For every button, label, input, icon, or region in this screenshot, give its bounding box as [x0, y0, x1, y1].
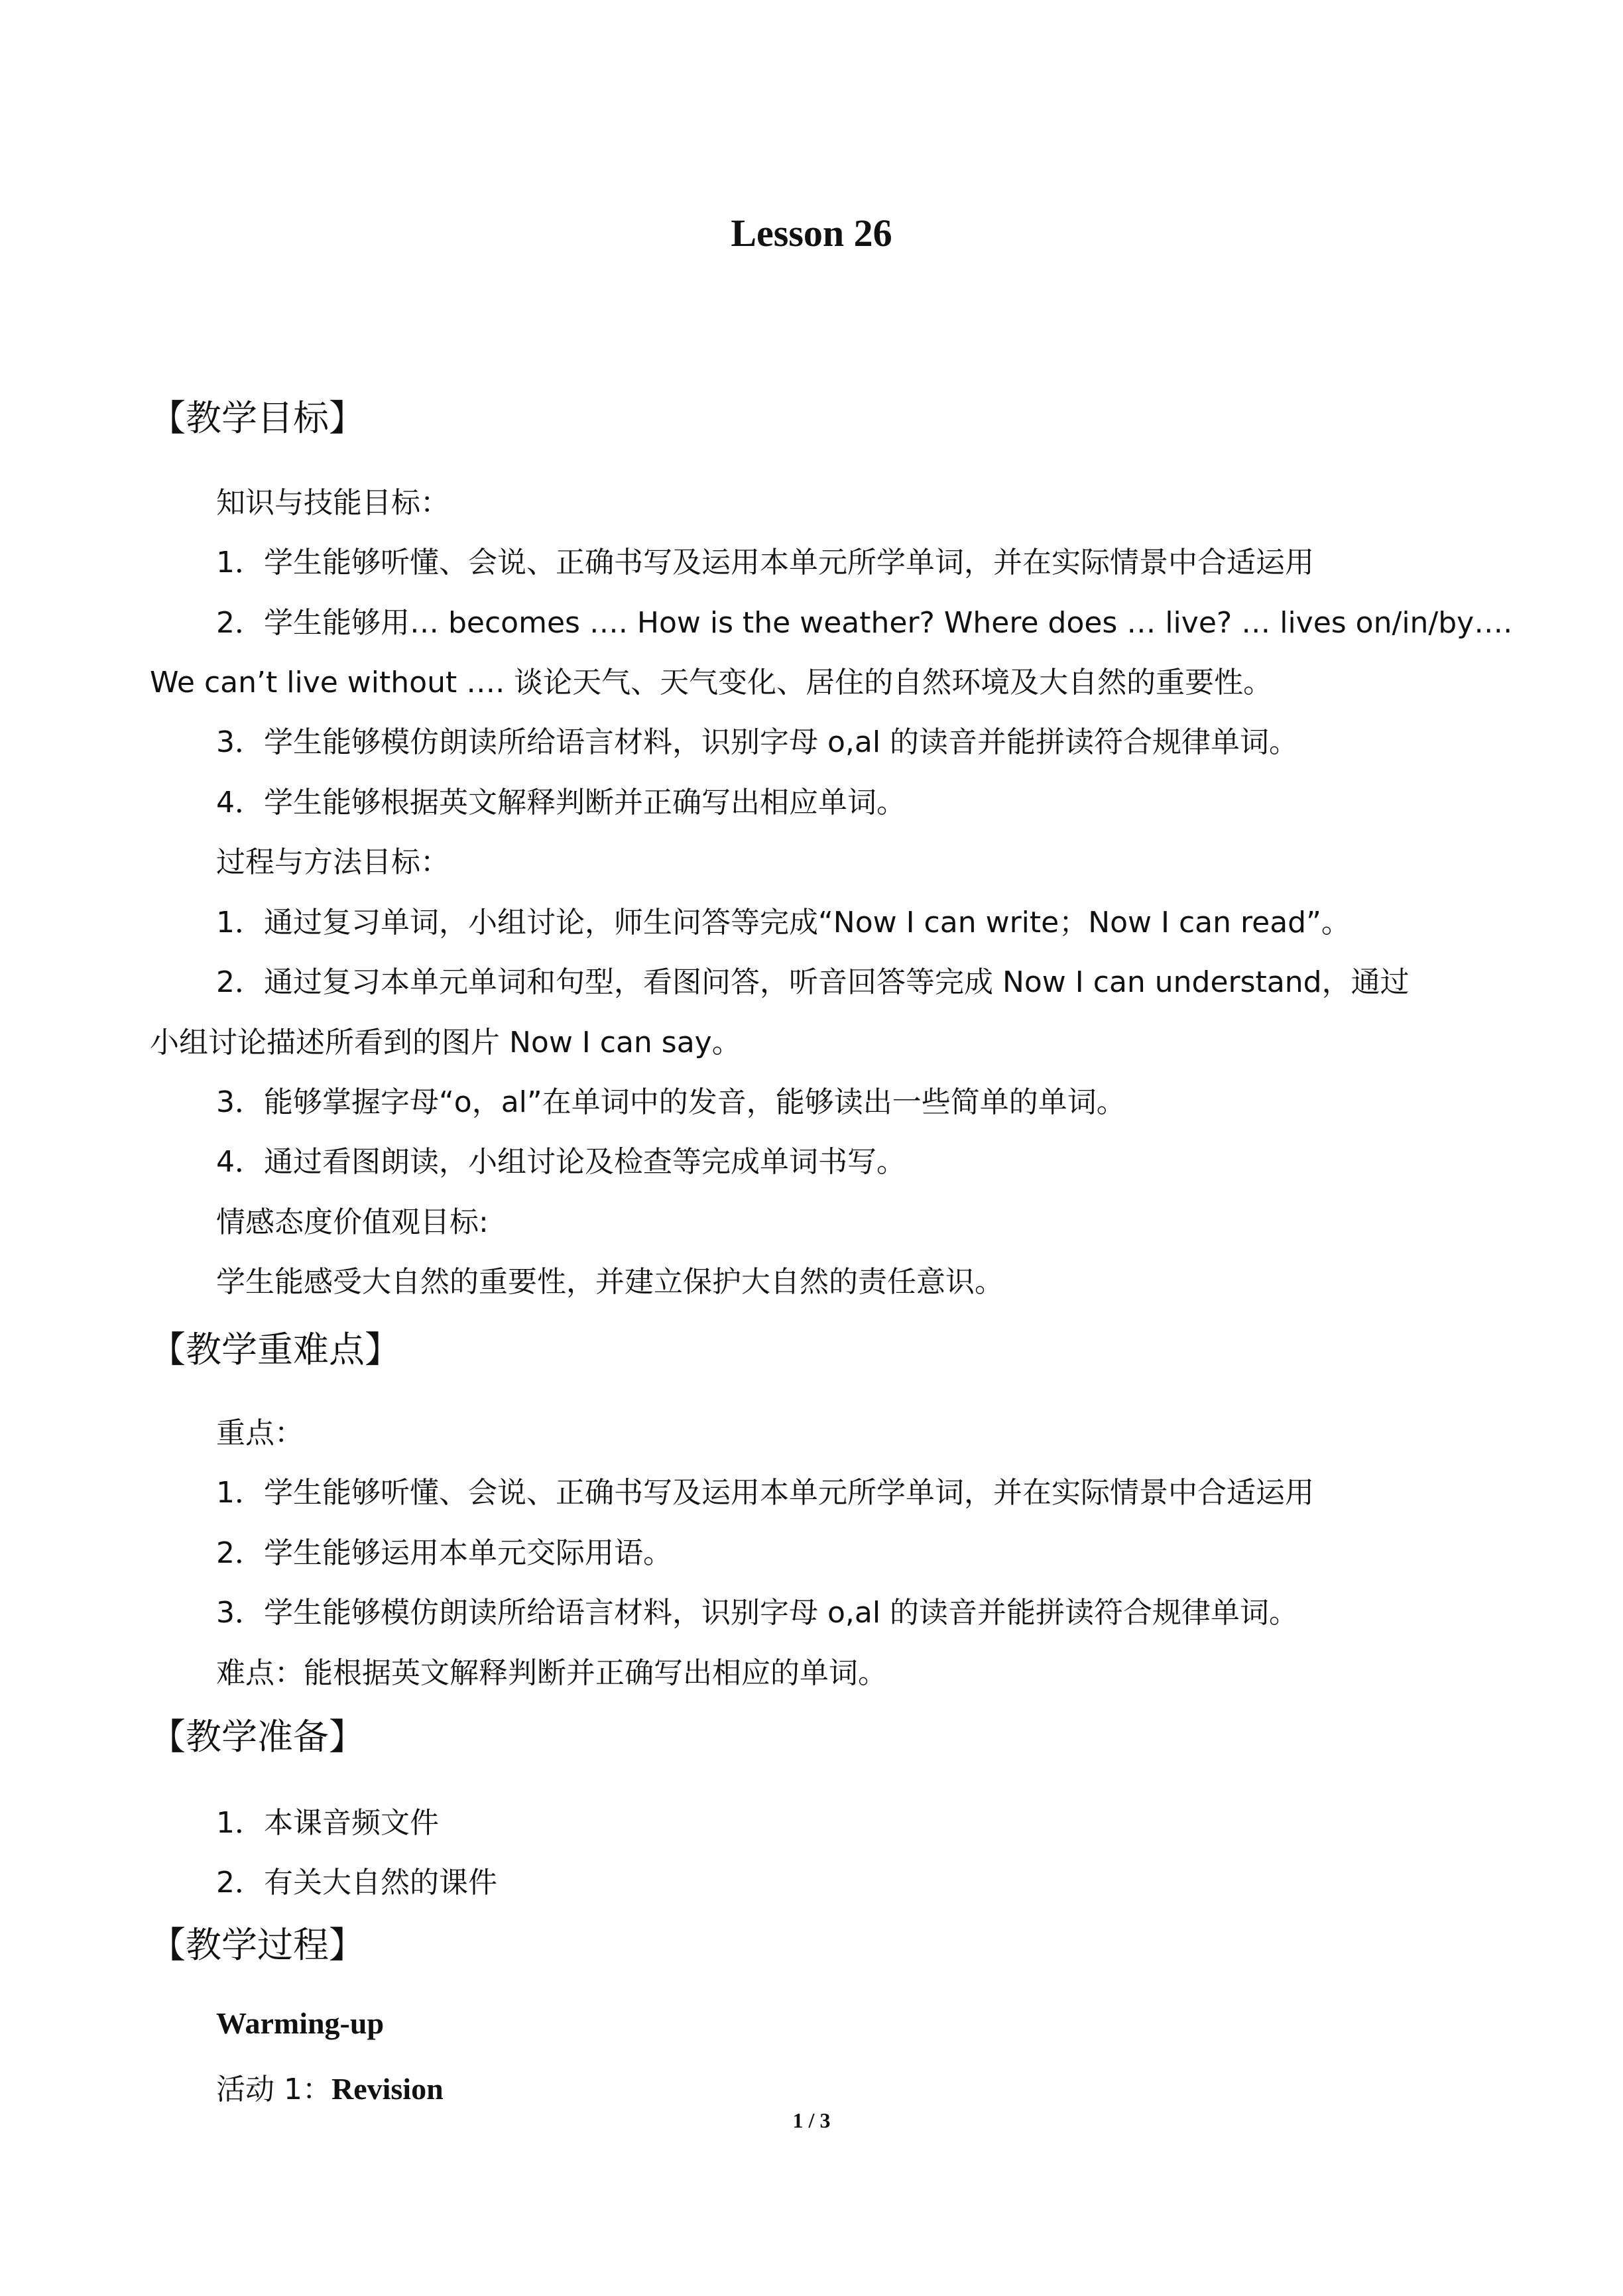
key-point-1: 1．学生能够听懂、会说、正确书写及运用本单元所学单词，并在实际情景中合适运用: [216, 1476, 1314, 1510]
key-point-3: 3．学生能够模仿朗读所给语言材料，识别字母 o,al 的读音并能拼读符合规律单词。: [216, 1596, 1299, 1630]
key-points-label: 重点：: [216, 1416, 304, 1450]
process-item-2-line-1: 2．通过复习本单元单词和句型，看图问答，听音回答等完成 Now I can understand，通过: [216, 965, 1410, 999]
process-item-4: 4．通过看图朗读，小组讨论及检查等完成单词书写。: [216, 1145, 906, 1179]
heading-teaching-process: 【教学过程】: [150, 1924, 365, 1966]
emotion-item: 学生能感受大自然的重要性，并建立保护大自然的责任意识。: [216, 1265, 1004, 1299]
activity-1-prefix: 活动 1：: [216, 2073, 331, 2106]
preparation-item-1: 1．本课音频文件: [216, 1806, 439, 1840]
objective-item-1: 1．学生能够听懂、会说、正确书写及运用本单元所学单词，并在实际情景中合适运用: [216, 546, 1314, 579]
objective-item-3: 3．学生能够模仿朗读所给语言材料，识别字母 o,al 的读音并能拼读符合规律单词。: [216, 725, 1299, 759]
process-item-2-line-2: 小组讨论描述所看到的图片 Now I can say。: [150, 1026, 741, 1059]
activity-1-name: Revision: [331, 2072, 444, 2106]
process-item-3: 3．能够掌握字母“o，al”在单词中的发音，能够读出一些简单的单词。: [216, 1085, 1126, 1119]
objective-item-2-line-1: 2．学生能够用… becomes …. How is the weather? Where does … live? … lives on/in/by….: [216, 606, 1513, 640]
subheading-process-methods: 过程与方法目标：: [216, 845, 450, 879]
preparation-item-2: 2．有关大自然的课件: [216, 1866, 497, 1900]
process-item-1: 1．通过复习单词，小组讨论，师生问答等完成“Now I can write；Now I can read”。: [216, 906, 1351, 939]
activity-1-line: [216, 2065, 444, 2108]
objective-item-4: 4．学生能够根据英文解释判断并正确写出相应单词。: [216, 786, 906, 819]
subheading-knowledge-skills: 知识与技能目标：: [216, 486, 450, 520]
warming-up-label: Warming-up: [216, 2006, 385, 2040]
difficult-point: 难点：能根据英文解释判断并正确写出相应的单词。: [216, 1656, 887, 1690]
subheading-emotion-values: 情感态度价值观目标:: [216, 1205, 489, 1239]
page-number: 1 / 3: [792, 2108, 831, 2132]
objective-item-2-line-2: We can’t live without …. 谈论天气、天气变化、居住的自然环境及大自然的重要性。: [150, 666, 1273, 699]
key-point-2: 2．学生能够运用本单元交际用语。: [216, 1536, 672, 1570]
heading-key-difficult-points: 【教学重难点】: [150, 1329, 400, 1370]
heading-teaching-objectives: 【教学目标】: [150, 397, 365, 439]
heading-teaching-preparation: 【教学准备】: [150, 1716, 365, 1758]
lesson-title: Lesson 26: [731, 211, 892, 255]
